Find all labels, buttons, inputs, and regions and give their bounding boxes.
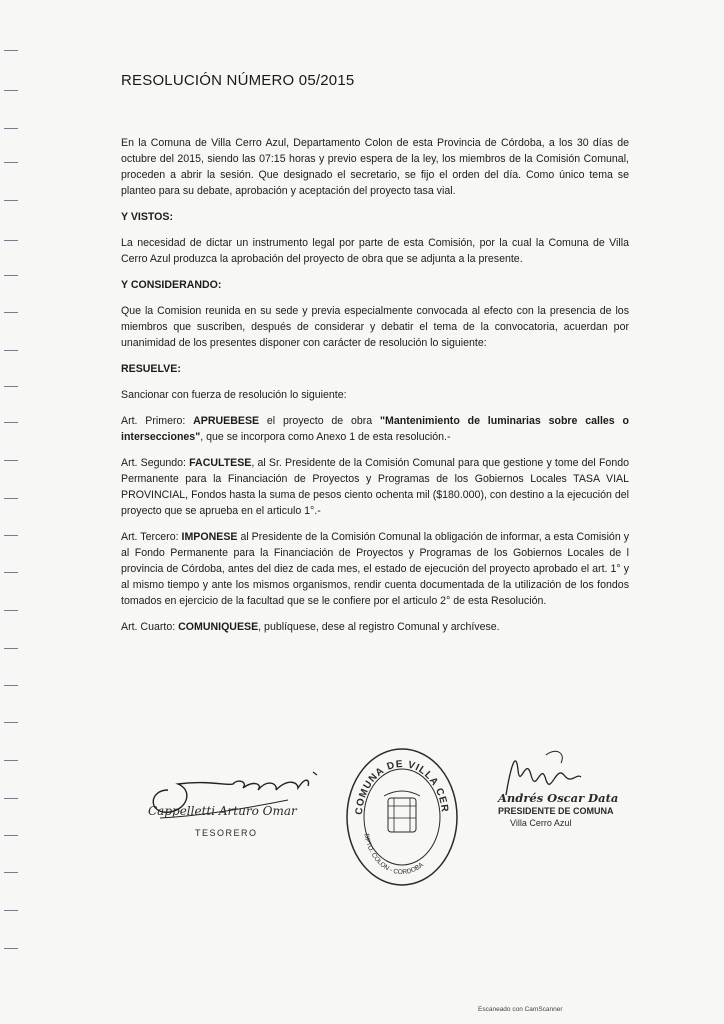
document-body <box>121 135 629 635</box>
article-1: Art. Primero: APRUEBESE el proyecto de obra "Mantenimiento de luminarias sobre calles o intersecciones", que se incorpora como Anexo 1 de esta resolución.- <box>121 415 629 443</box>
seal-bottom-text: DPTO. COLON - CORDOBA <box>362 833 425 877</box>
intro-paragraph: En la Comuna de Villa Cerro Azul, Departamento Colon de esta Provincia de Córdoba, a los 30 días de octubre del 2015, siendo las 07:15 horas y previo espera de la ley, los miembros de la Comisión Comunal, proceden a abrir la sesión. Que designado el secretario, se fijo el orden del día. Como único tema se planteo para su debate, aprobación y aceptación del proyecto tasa vial. <box>121 137 629 197</box>
vistos-paragraph: La necesidad de dictar un instrumento legal por parte de esta Comisión, por la cual la Comuna de Villa Cerro Azul produzca la aprobación del proyecto de obra que se adjunta a la presente. <box>121 237 629 265</box>
seal-top-text: COMUNA DE VILLA CER <box>353 758 450 816</box>
official-seal <box>344 746 460 888</box>
svg-text:COMUNA DE VILLA CERRO AZUL <box>344 746 450 815</box>
binder-holes <box>0 30 22 990</box>
svg-text:DPTO. COLON - CORDOBA <box>363 833 426 876</box>
treasurer-role: TESORERO <box>195 828 258 838</box>
president-signature <box>486 745 636 845</box>
vistos-heading: Y VISTOS: <box>121 211 174 223</box>
signature-scribble-icon <box>138 760 338 830</box>
scanner-watermark: Escaneado con CamScanner <box>478 1006 563 1013</box>
president-role: PRESIDENTE DE COMUNA <box>498 806 614 816</box>
resuelve-intro: Sancionar con fuerza de resolución lo siguiente: <box>121 389 347 401</box>
article-4: Art. Cuarto: COMUNIQUESE, publíquese, dese al registro Comunal y archívese. <box>121 621 500 633</box>
considerando-paragraph: Que la Comision reunida en su sede y previa especialmente convocada al efecto con la presencia de los miembros que suscriben, después de considerar y debatir el tema de la convocatoria, acuerdan por unanimidad de los presentes disponer con carácter de resolución lo siguiente: <box>121 305 629 349</box>
document-title: RESOLUCIÓN NÚMERO 05/2015 <box>121 72 355 89</box>
resuelve-heading: RESUELVE: <box>121 363 181 375</box>
coat-of-arms-icon <box>384 791 420 832</box>
treasurer-signature <box>138 760 338 850</box>
president-place: Villa Cerro Azul <box>510 818 572 828</box>
considerando-heading: Y CONSIDERANDO: <box>121 279 222 291</box>
article-2: Art. Segundo: FACULTESE, al Sr. Presidente de la Comisión Comunal para que gestione y tome del Fondo Permanente para la Financiación de Proyectos y Programas de los Gobiernos Locales TASA VIAL PROVINCIAL, Fondos hasta la suma de pesos ciento ochenta mil ($180.000), con destino a la ejecución del proyecto que se aprueba en el articulo 1°.- <box>121 457 629 517</box>
president-name: Andrés Oscar Data <box>498 791 619 805</box>
article-3: Art. Tercero: IMPONESE al Presidente de la Comisión Comunal la obligación de informar, a esta Comisión y al Fondo Permanente para la Financiación de Proyectos y Programas de los Gobiernos Locales de l provincia de Córdoba, antes del diez de cada mes, el estado de ejecución del proyecto aprobado el art. 1° y al mismo tiempo y ante los mismos organismos, rendir cuenta documentada de la utilización de los fondos tomados en ejercicio de la facultad que se le confiere por el articulo 2° de esta Resolución. <box>121 531 629 607</box>
treasurer-name: Cappelletti Arturo Omar <box>148 804 297 818</box>
